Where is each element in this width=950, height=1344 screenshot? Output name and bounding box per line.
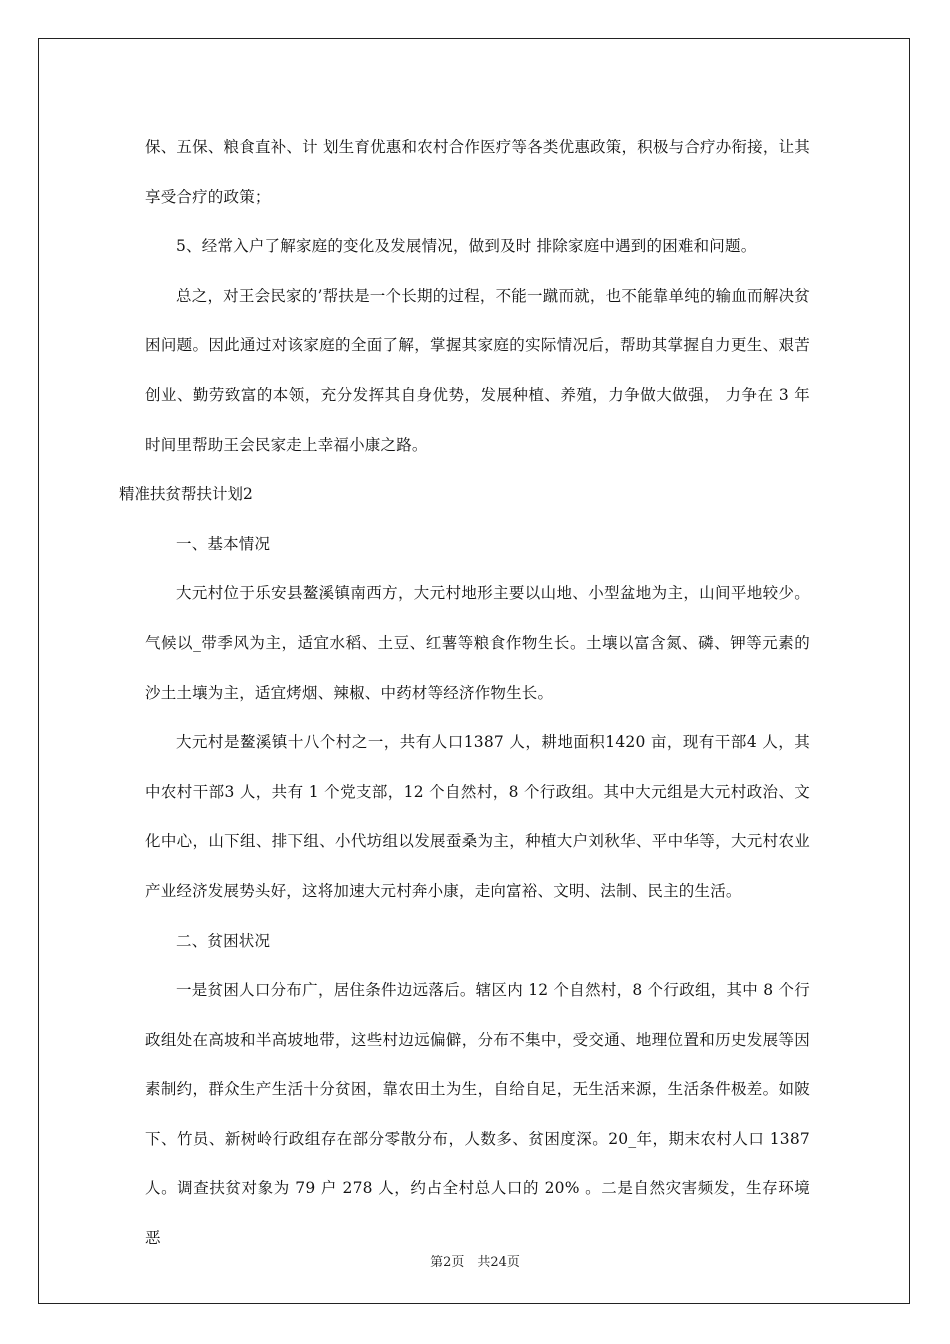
section-heading: 一、基本情况 bbox=[176, 534, 271, 553]
paragraph: 总之，对王会民家的’帮扶是一个长期的过程，不能一蹴而就，也不能靠单纯的输血而解决贫困问题。因此通过对该家庭的全面了解，掌握其家庭的实际情况后，帮助其掌握自力更生、艰苦创业、勤劳致富的本领，充分发挥其自身优势，发展种植、养殖，力争做大做强， 力争在 3 年时间里帮助王会民家走上幸福小康之路。 bbox=[145, 286, 810, 454]
paragraph: 大元村位于乐安县鳌溪镇南西方，大元村地形主要以山地、小型盆地为主，山间平地较少。气候以_带季风为主，适宜水稻、土豆、红薯等粮食作物生长。土壤以富含氮、磷、钾等元素的沙土土壤为主，适宜烤烟、辣椒、中药材等经济作物生长。 bbox=[145, 584, 810, 702]
paragraph: 一是贫困人口分布广，居住条件边远落后。辖区内 12 个自然村，8 个行政组，其中 8 个行政组处在高坡和半高坡地带，这些村边远偏僻，分布不集中，受交通、地理位置和历史发展等因素制约，群众生产生活十分贫困，靠农田土为生，自给自足，无生活来源，生活条件极差。如陂下、竹员、新树岭行政组存在部分零散分布，人数多、贫困度深。20_年，期末农村人口 1387 人。调查扶贫对象为 79 户 278 人，约占全村总人口的 20% 。二是自然灾害频发，生存环境恶 bbox=[145, 981, 810, 1248]
section-title: 精准扶贫帮扶计划2 bbox=[119, 485, 253, 504]
section-heading: 二、贫困状况 bbox=[176, 931, 271, 950]
document-body bbox=[119, 123, 810, 1264]
paragraph: 大元村是鳌溪镇十八个村之一，共有人口1387 人，耕地面积1420 亩，现有干部4 人，其中农村干部3 人，共有 1 个党支部，12 个自然村，8 个行政组。其中大元组是大元村政治、文化中心，山下组、排下组、小代坊组以发展蚕桑为主，种植大户刘秋华、平中华等，大元村农业产业经济发展势头好，这将加速大元村奔小康，走向富裕、文明、法制、民主的生活。 bbox=[145, 733, 810, 900]
page-number-footer: 第2页 共24页 bbox=[430, 1255, 520, 1270]
paragraph: 5、经常入户了解家庭的变化及发展情况，做到及时 排除家庭中遇到的困难和问题。 bbox=[176, 237, 757, 256]
paragraph: 保、五保、粮食直补、计 划生育优惠和农村合作医疗等各类优惠政策，积极与合疗办衔接，让其享受合疗的政策； bbox=[145, 138, 810, 206]
